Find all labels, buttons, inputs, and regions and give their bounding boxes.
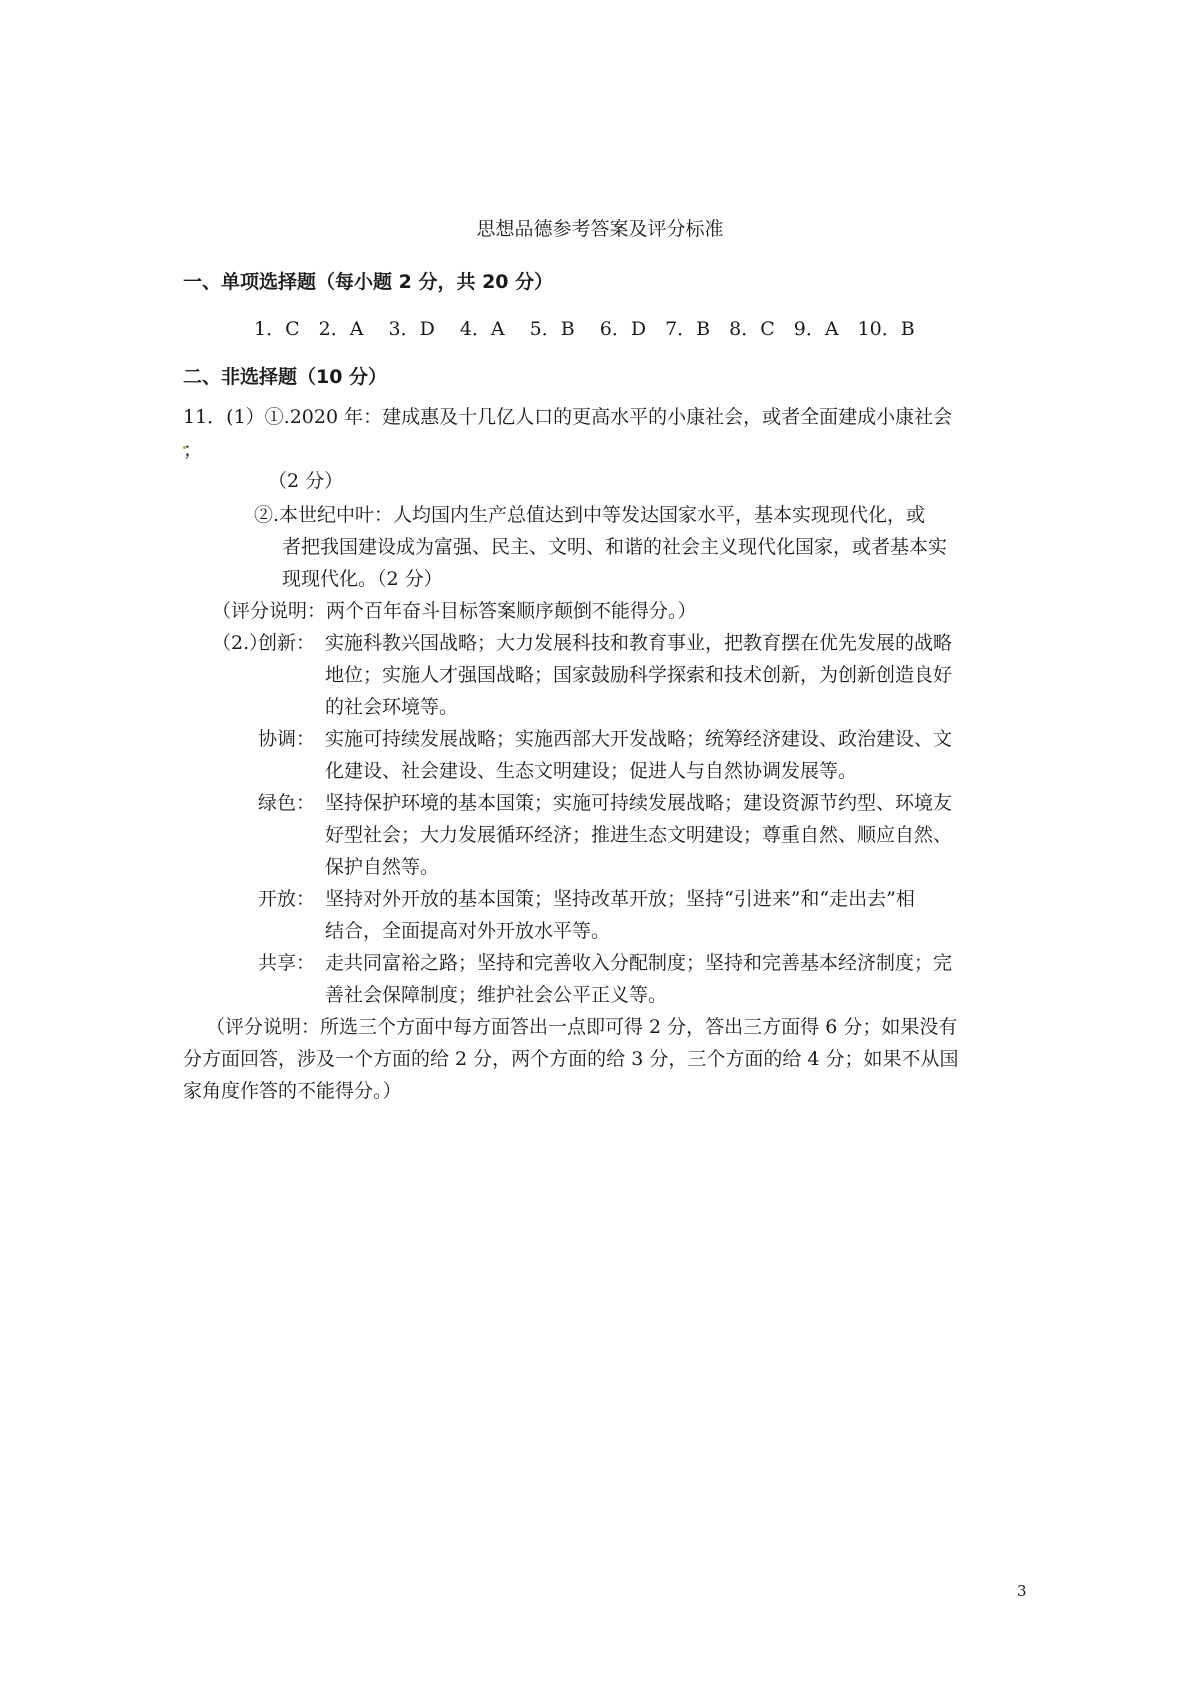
q11-part2-prefix: （2.）: [212, 632, 269, 654]
item-line: 好型社会；大力发展循环经济；推进生态文明建设；尊重自然、顺应自然、: [325, 824, 953, 846]
q11-part1-line1: 11．(1）①.2020 年：建成惠及十几亿人口的更高水平的小康社会，或者全面建成小康社会: [183, 406, 953, 428]
page-number: 3: [1017, 1582, 1027, 1600]
item-label: 协调：: [258, 728, 316, 750]
item-line: 实施可持续发展战略；实施西部大开发战略；统筹经济建设、政治建设、文: [325, 728, 953, 750]
item-line: 的社会环境等。: [325, 696, 459, 718]
item-line: 结合，全面提高对外开放水平等。: [325, 920, 611, 942]
item-line: 善社会保障制度；维护社会公平正义等。: [325, 984, 668, 1006]
note-line: 分方面回答，涉及一个方面的给 2 分，两个方面的给 3 分，三个方面的给 4 分；如果不从国: [183, 1048, 959, 1070]
item-label: 绿色：: [258, 792, 316, 814]
section2-heading: 二、非选择题（10 分）: [183, 366, 388, 388]
item-line: 坚持对外开放的基本国策；坚持改革开放；坚持“引进来”和“走出去”相: [325, 888, 915, 910]
note-line: （评分说明：所选三个方面中每方面答出一点即可得 2 分，答出三方面得 6 分；如果没有: [206, 1016, 958, 1038]
item-label: 开放：: [258, 888, 316, 910]
item-line: 保护自然等。: [325, 856, 440, 878]
document-title: 思想品德参考答案及评分标准: [476, 218, 724, 240]
item-line: 坚持保护环境的基本国策；实施可持续发展战略；建设资源节约型、环境友: [325, 792, 953, 814]
item-label: 共享：: [258, 952, 316, 974]
note-line: 家角度作答的不能得分。）: [183, 1080, 402, 1102]
item-line: 走共同富裕之路；坚持和完善收入分配制度；坚持和完善基本经济制度；完: [325, 952, 953, 974]
item-label: 创新：: [258, 632, 316, 654]
q11-part1-item2-line1: ②.本世纪中叶：人均国内生产总值达到中等发达国家水平，基本实现现代化，或: [254, 504, 926, 526]
scoring-note-1: （评分说明：两个百年奋斗目标答案顺序颠倒不能得分。）: [212, 600, 697, 622]
section1-heading: 一、单项选择题（每小题 2 分，共 20 分）: [183, 271, 554, 293]
q11-part1-score1: （2 分）: [268, 470, 344, 492]
section1-answers: 1．C 2．A 3．D 4．A 5．B 6．D 7．B 8．C 9．A 10．B: [254, 318, 915, 340]
q11-part1-item2-line2: 者把我国建设成为富强、民主、文明、和谐的社会主义现代化国家，或者基本实: [282, 536, 948, 558]
item-line: 实施科教兴国战略；大力发展科技和教育事业，把教育摆在优先发展的战略: [325, 632, 953, 654]
q11-part1-item2-line3: 现现代化。（2 分）: [282, 568, 443, 590]
item-line: 化建设、社会建设、生态文明建设；促进人与自然协调发展等。: [325, 760, 858, 782]
item-line: 地位；实施人才强国战略；国家鼓励科学探索和技术创新，为创新创造良好: [325, 664, 953, 686]
q11-part1-line1-cont: ；: [183, 439, 203, 461]
